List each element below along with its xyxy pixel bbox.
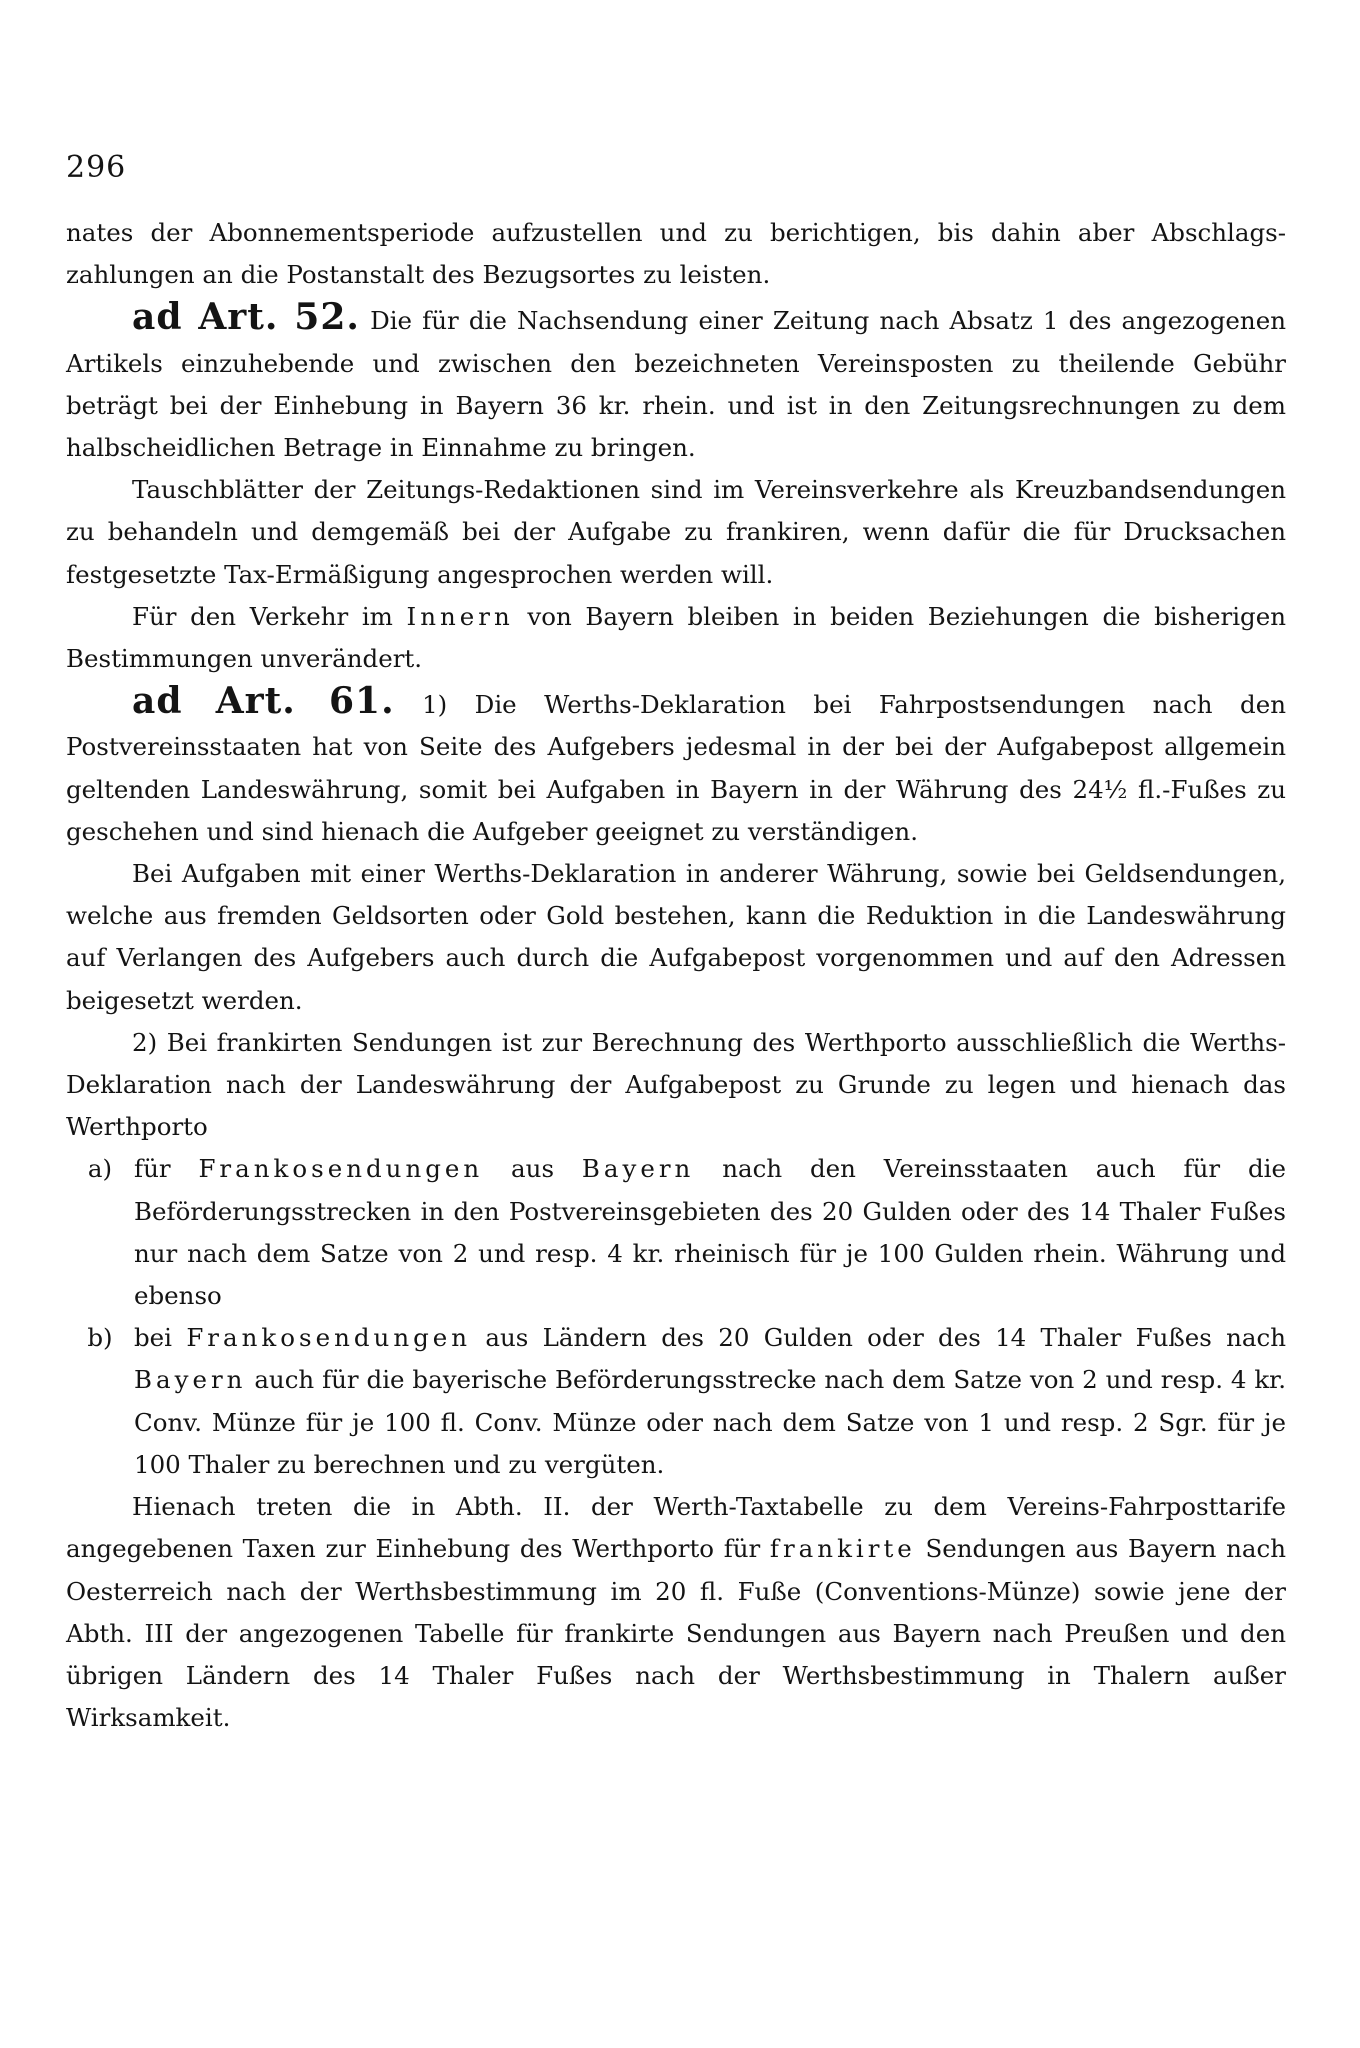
paragraph-innern: Für den Verkehr im Innern von Bayern bleiben in beiden Beziehungen die bisherigen Bestimmungen unverändert. xyxy=(66,601,1286,674)
paragraph-frankirte: 2) Bei frankirten Sendungen ist zur Berechnung des Werthporto ausschließlich die Werths-Deklaration nach der Landeswährung der Aufgabepost zu Grunde zu legen und hienach das Werthporto xyxy=(66,1027,1286,1142)
page-body xyxy=(66,212,1286,1739)
article-heading-52: ad Art. 52. xyxy=(132,296,360,339)
article-heading-61: ad Art. 61. xyxy=(132,680,395,723)
list-item-text: bei Frankosendungen aus Ländern des 20 Gulden oder des 14 Thaler Fußes nach Bayern auch für die bayerische Beförderungsstrecke nach dem Satze von 2 und resp. 4 kr. Conv. Münze für je 100 fl. Conv. Münze oder nach dem Satze von 1 und resp. 2 Sgr. für je 100 Thaler zu berechnen und zu vergüten. xyxy=(134,1323,1287,1479)
page-number: 296 xyxy=(66,150,127,185)
paragraph-art52: ad Art. 52. Die für die Nachsendung einer Zeitung nach Absatz 1 des angezogenen Artikels einzuhebende und zwischen den bezeichneten Vereinsposten zu theilende Gebühr beträgt bei der Einhebung in Bayern 36 kr. rhein. und ist in den Zeitungsrechnungen zu dem halbscheidlichen Betrage in Einnahme zu bringen. xyxy=(66,296,1286,463)
paragraph-tauschblaetter: Tauschblätter der Zeitungs-Redaktionen sind im Vereinsverkehre als Kreuzbandsendungen zu behandeln und demgemäß bei der Aufgabe zu frankiren, wenn dafür die für Drucksachen festgesetzte Tax-Ermäßigung angesprochen werden will. xyxy=(66,475,1286,589)
paragraph-art61: ad Art. 61. 1) Die Werths-Deklaration bei Fahrpostsendungen nach den Postvereinsstaaten hat von Seite des Aufgebers jedesmal in der bei der Aufgabepost allgemein geltenden Landeswährung, somit bei Aufgaben in Bayern in der Währung des 24½ fl.-Fußes zu geschehen und sind hienach die Aufgeber geeignet zu verständigen. xyxy=(66,680,1286,846)
list-item xyxy=(66,1148,1286,1317)
paragraph-continuation: nates der Abonnementsperiode aufzustellen und zu berichtigen, bis dahin aber Abschlags-zahlungen an die Postanstalt des Bezugsortes zu leisten. xyxy=(66,218,1286,290)
list-item xyxy=(66,1317,1286,1486)
list-item-text: für Frankosendungen aus Bayern nach den Vereinsstaaten auch für die Beförderungsstrecken in den Postvereinsgebieten des 20 Gulden oder des 14 Thaler Fußes nur nach dem Satze von 2 und resp. 4 kr. rheinisch für je 100 Gulden rhein. Währung und ebenso xyxy=(134,1154,1286,1311)
paragraph-aufgaben: Bei Aufgaben mit einer Werths-Deklaration in anderer Währung, sowie bei Geldsendungen, welche aus fremden Geldsorten oder Gold bestehen, kann die Reduktion in die Landeswährung auf Verlangen des Aufgebers auch durch die Aufgabepost vorgenommen und auf den Adressen beigesetzt werden. xyxy=(66,859,1286,1015)
paragraph-closing: Hienach treten die in Abth. II. der Werth-Taxtabelle zu dem Vereins-Fahrposttarife angegebenen Taxen zur Einhebung des Werthporto für frankirte Sendungen aus Bayern nach Oesterreich nach der Werthsbestimmung im 20 fl. Fuße (Conventions-Münze) sowie jene der Abth. III der angezogenen Tabelle für frankirte Sendungen aus Bayern nach Preußen und den übrigen Ländern des 14 Thaler Fußes nach der Werthsbestimmung in Thalern außer Wirksamkeit. xyxy=(66,1492,1286,1733)
list-item-label: b) xyxy=(87,1323,113,1353)
list-item-label: a) xyxy=(87,1154,113,1184)
